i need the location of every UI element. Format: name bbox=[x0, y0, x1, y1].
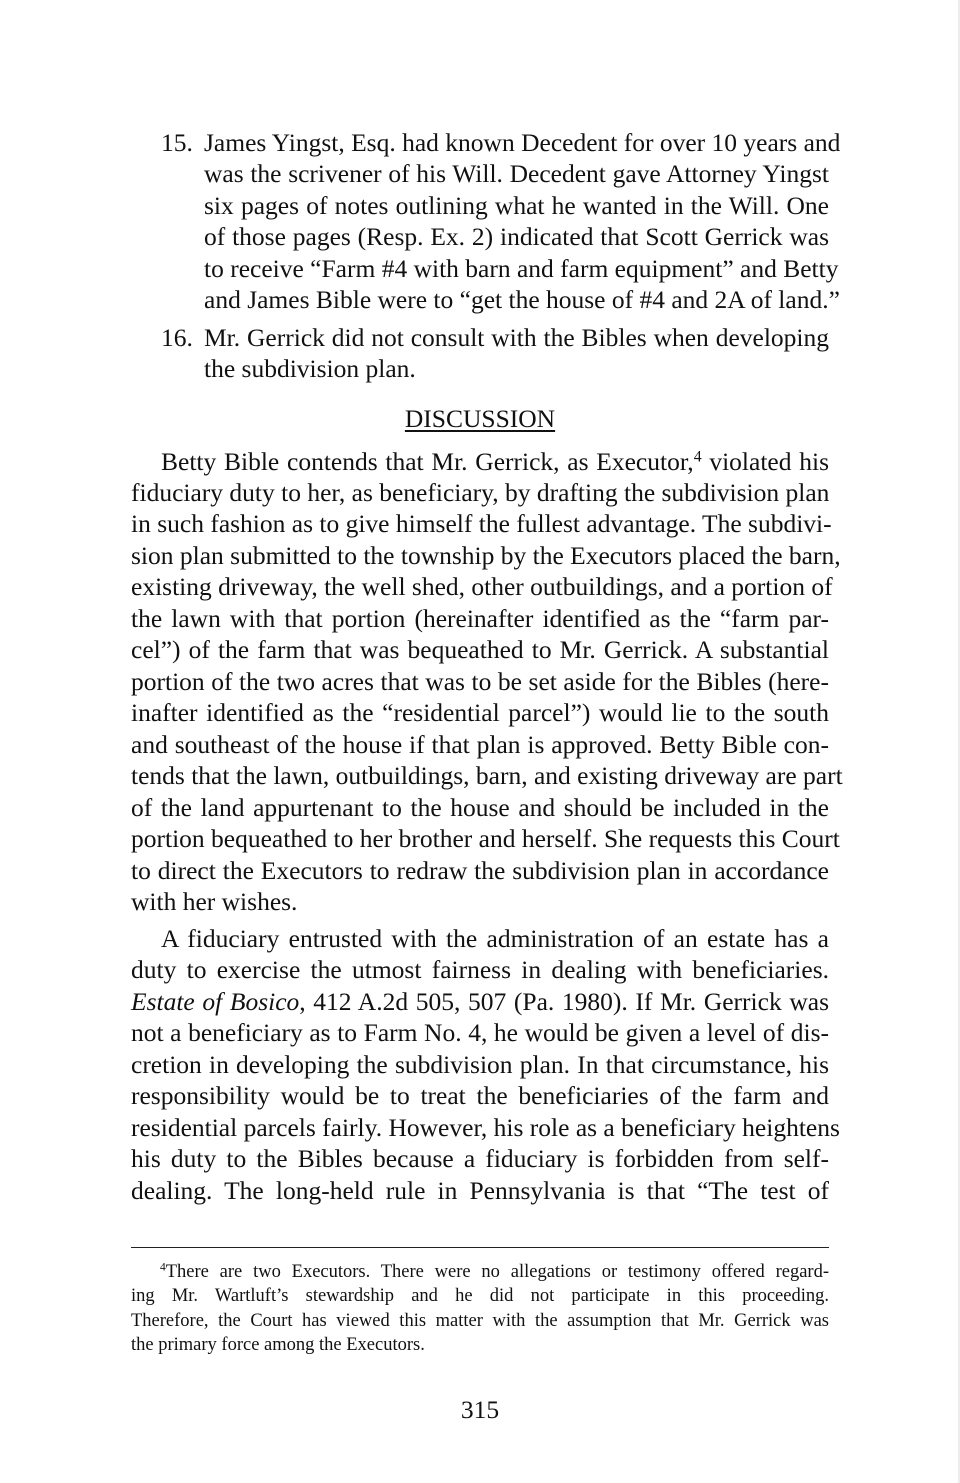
paragraph-line: duty to exercise the utmost fairness in dealing with beneficiaries. bbox=[131, 955, 829, 984]
item-line: to receive “Farm #4 with barn and farm equipment” and Betty bbox=[204, 254, 839, 283]
paragraph-line: to direct the Executors to redraw the subdivision plan in accordance bbox=[131, 856, 829, 885]
footnote-line: Therefore, the Court has viewed this matter with the assumption that Mr. Gerrick was bbox=[131, 1311, 829, 1331]
case-citation: Estate of Bosico bbox=[131, 987, 300, 1016]
item-line: was the scrivener of his Will. Decedent gave Attorney Yingst bbox=[204, 159, 829, 188]
page-number: 315 bbox=[460, 1395, 500, 1424]
footnote-line: ing Mr. Wartluft’s stewardship and he did not participate in this proceeding. bbox=[131, 1286, 829, 1306]
section-heading: DISCUSSION bbox=[404, 404, 556, 433]
paragraph-line: portion of the two acres that was to be set aside for the Bibles (here- bbox=[131, 667, 829, 696]
footnote-ref: 4 bbox=[693, 448, 702, 466]
paragraph-line: fiduciary duty to her, as beneficiary, by drafting the subdivision plan bbox=[131, 478, 830, 507]
paragraph-line: Betty Bible contends that Mr. Gerrick, as Executor,$^4$ violated his bbox=[161, 447, 830, 476]
paragraph-line: cretion in developing the subdivision plan. In that circumstance, his bbox=[131, 1050, 829, 1079]
item-line: of those pages (Resp. Ex. 2) indicated that Scott Gerrick was bbox=[204, 222, 829, 251]
paragraph-line: residential parcels fairly. However, his role as a beneficiary heightens bbox=[131, 1113, 840, 1142]
footnote-line: the primary force among the Executors. bbox=[131, 1335, 425, 1355]
paragraph-line: Estate of Bosico, 412 A.2d 505, 507 (Pa. 1980). If Mr. Gerrick was bbox=[131, 987, 829, 1016]
item-line: six pages of notes outlining what he wanted in the Will. One bbox=[204, 191, 829, 220]
paragraph-line: not a beneficiary as to Farm No. 4, he would be given a level of dis- bbox=[131, 1018, 829, 1047]
paragraph-line: inafter identified as the “residential parcel”) would lie to the south bbox=[131, 698, 829, 727]
footnote-divider bbox=[131, 1247, 829, 1248]
paragraph-line: portion bequeathed to her brother and herself. She requests this Court bbox=[131, 824, 840, 853]
paragraph-line: A fiduciary entrusted with the administration of an estate has a bbox=[161, 924, 829, 953]
item-line: the subdivision plan. bbox=[204, 354, 416, 383]
paragraph-line: of the land appurtenant to the house and should be included in the bbox=[131, 793, 829, 822]
paragraph-line: responsibility would be to treat the beneficiaries of the farm and bbox=[131, 1081, 829, 1110]
paragraph-line: dealing. The long-held rule in Pennsylvania is that “The test of bbox=[131, 1176, 829, 1205]
item-line: and James Bible were to “get the house of #4 and 2A of land.” bbox=[204, 285, 840, 314]
paragraph-line: tends that the lawn, outbuildings, barn, and existing driveway are part bbox=[131, 761, 843, 790]
paragraph-line: and southeast of the house if that plan is approved. Betty Bible con- bbox=[131, 730, 829, 759]
paragraph-line: with her wishes. bbox=[131, 887, 298, 916]
footnote-marker: 4 bbox=[160, 1261, 166, 1274]
paragraph-line: cel”) of the farm that was bequeathed to Mr. Gerrick. A substantial bbox=[131, 635, 829, 664]
paragraph-line: sion plan submitted to the township by the Executors placed the barn, bbox=[131, 541, 841, 570]
paragraph-line: his duty to the Bibles because a fiduciary is forbidden from self- bbox=[131, 1144, 829, 1173]
paragraph-line: existing driveway, the well shed, other outbuildings, and a portion of bbox=[131, 572, 833, 601]
footnote-line: $^4$There are two Executors. There were no allegations or testimony offered regard- bbox=[160, 1261, 829, 1282]
paragraph-line: in such fashion as to give himself the fullest advantage. The subdivi- bbox=[131, 509, 832, 538]
item-number: 16. bbox=[161, 323, 193, 352]
item-number: 15. bbox=[161, 128, 193, 157]
item-line: James Yingst, Esq. had known Decedent for over 10 years and bbox=[204, 128, 841, 157]
item-line: Mr. Gerrick did not consult with the Bibles when developing bbox=[204, 323, 829, 352]
paragraph-line: the lawn with that portion (hereinafter identified as the “farm par- bbox=[131, 604, 829, 633]
